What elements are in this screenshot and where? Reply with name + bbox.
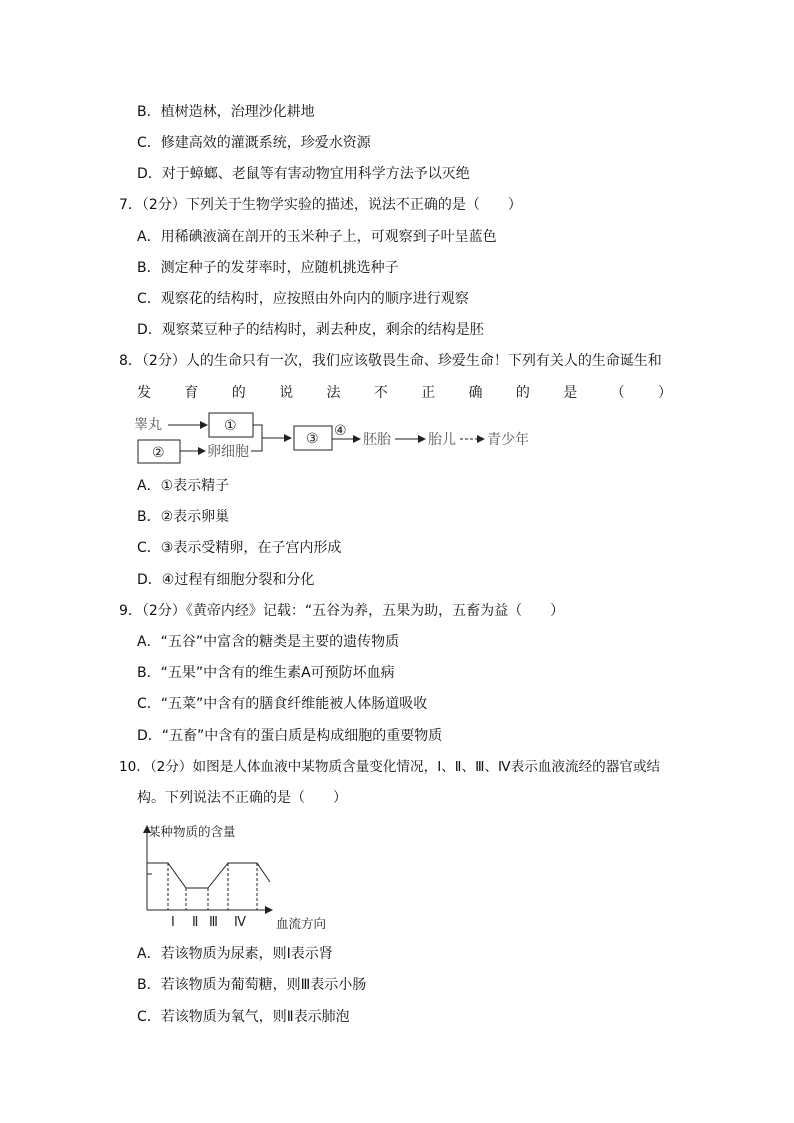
q9-option-b: B．“五果”中含有的维生素A可预防坏血病 [137,665,395,681]
chart-content-curve [147,863,270,888]
chart-tick-2: Ⅱ [192,915,199,930]
diagram-embryo-label: 胚胎 [363,432,391,448]
q6-option-b: B．植树造林，治理沙化耕地 [137,104,315,120]
q9-stem: 9．（2分）《黄帝内经》记载：“五谷为养，五果为助，五畜为益（ ） [119,603,565,619]
q10-option-a: A．若该物质为尿素，则Ⅰ表示肾 [137,946,333,962]
chart-tick-3: Ⅲ [209,915,218,930]
q8-option-d: D．④过程有细胞分裂和分化 [137,572,315,588]
q10-blood-chart [120,818,340,936]
q8-option-a: A．①表示精子 [137,478,230,494]
diagram-step-4: ④ [334,423,347,439]
diagram-box-3-label: ③ [306,431,319,447]
q8-option-b: B．②表示卵巢 [137,509,230,525]
diagram-testis-label: 睾丸 [134,417,162,433]
q7-option-b: B．测定种子的发芽率时，应随机挑选种子 [137,260,399,276]
diagram-box-1-label: ① [224,418,237,434]
q6-option-d: D．对于蟑螂、老鼠等有害动物宜用科学方法予以灭绝 [137,166,470,182]
q9-option-d: D．“五畜”中含有的蛋白质是构成细胞的重要物质 [137,728,443,744]
q7-option-a: A．用稀碘液滴在剖开的玉米种子上，可观察到子叶呈蓝色 [137,229,497,245]
chart-xlabel: 血流方向 [276,916,327,931]
diagram-fetus-label: 胎儿 [428,432,456,448]
q6-option-c: C．修建高效的灌溉系统，珍爱水资源 [137,135,371,151]
q10-stem-line1: 10．（2分）如图是人体血液中某物质含量变化情况，Ⅰ、Ⅱ、Ⅲ、Ⅳ表示血液流经的器官或结 [119,759,661,775]
q10-option-b: B．若该物质为葡萄糖，则Ⅲ表示小肠 [137,977,367,993]
q7-option-d: D．观察菜豆种子的结构时，剥去种皮，剩余的结构是胚 [137,322,484,338]
q8-stem-line2: 发 育 的 说 法 不 正 确 的 是 （ ） [137,385,672,401]
diagram-teen-label: 青少年 [487,432,529,448]
chart-tick-4: Ⅳ [234,915,246,930]
q8-stem-line1: 8．（2分）人的生命只有一次，我们应该敬畏生命、珍爱生命！下列有关人的生命诞生和 [119,353,662,369]
q9-option-c: C．“五菜”中含有的膳食纤维能被人体肠道吸收 [137,696,428,712]
q7-stem: 7．（2分）下列关于生物学实验的描述，说法不正确的是（ ） [119,197,522,213]
diagram-egg-label: 卵细胞 [207,444,249,460]
q7-option-c: C．观察花的结构时，应按照由外向内的顺序进行观察 [137,291,469,307]
q8-option-c: C．③表示受精卵，在子宫内形成 [137,540,342,556]
q9-option-a: A．“五谷”中富含的糖类是主要的遗传物质 [137,634,400,650]
q10-stem-line2: 构。下列说法不正确的是（ ） [137,790,347,806]
diagram-box-2-label: ② [152,445,165,461]
chart-ylabel: 某种物质的含量 [148,824,236,839]
q8-life-diagram [130,408,550,470]
chart-tick-1: Ⅰ [171,915,175,930]
q10-option-c: C．若该物质为氧气，则Ⅱ表示肺泡 [137,1009,350,1025]
